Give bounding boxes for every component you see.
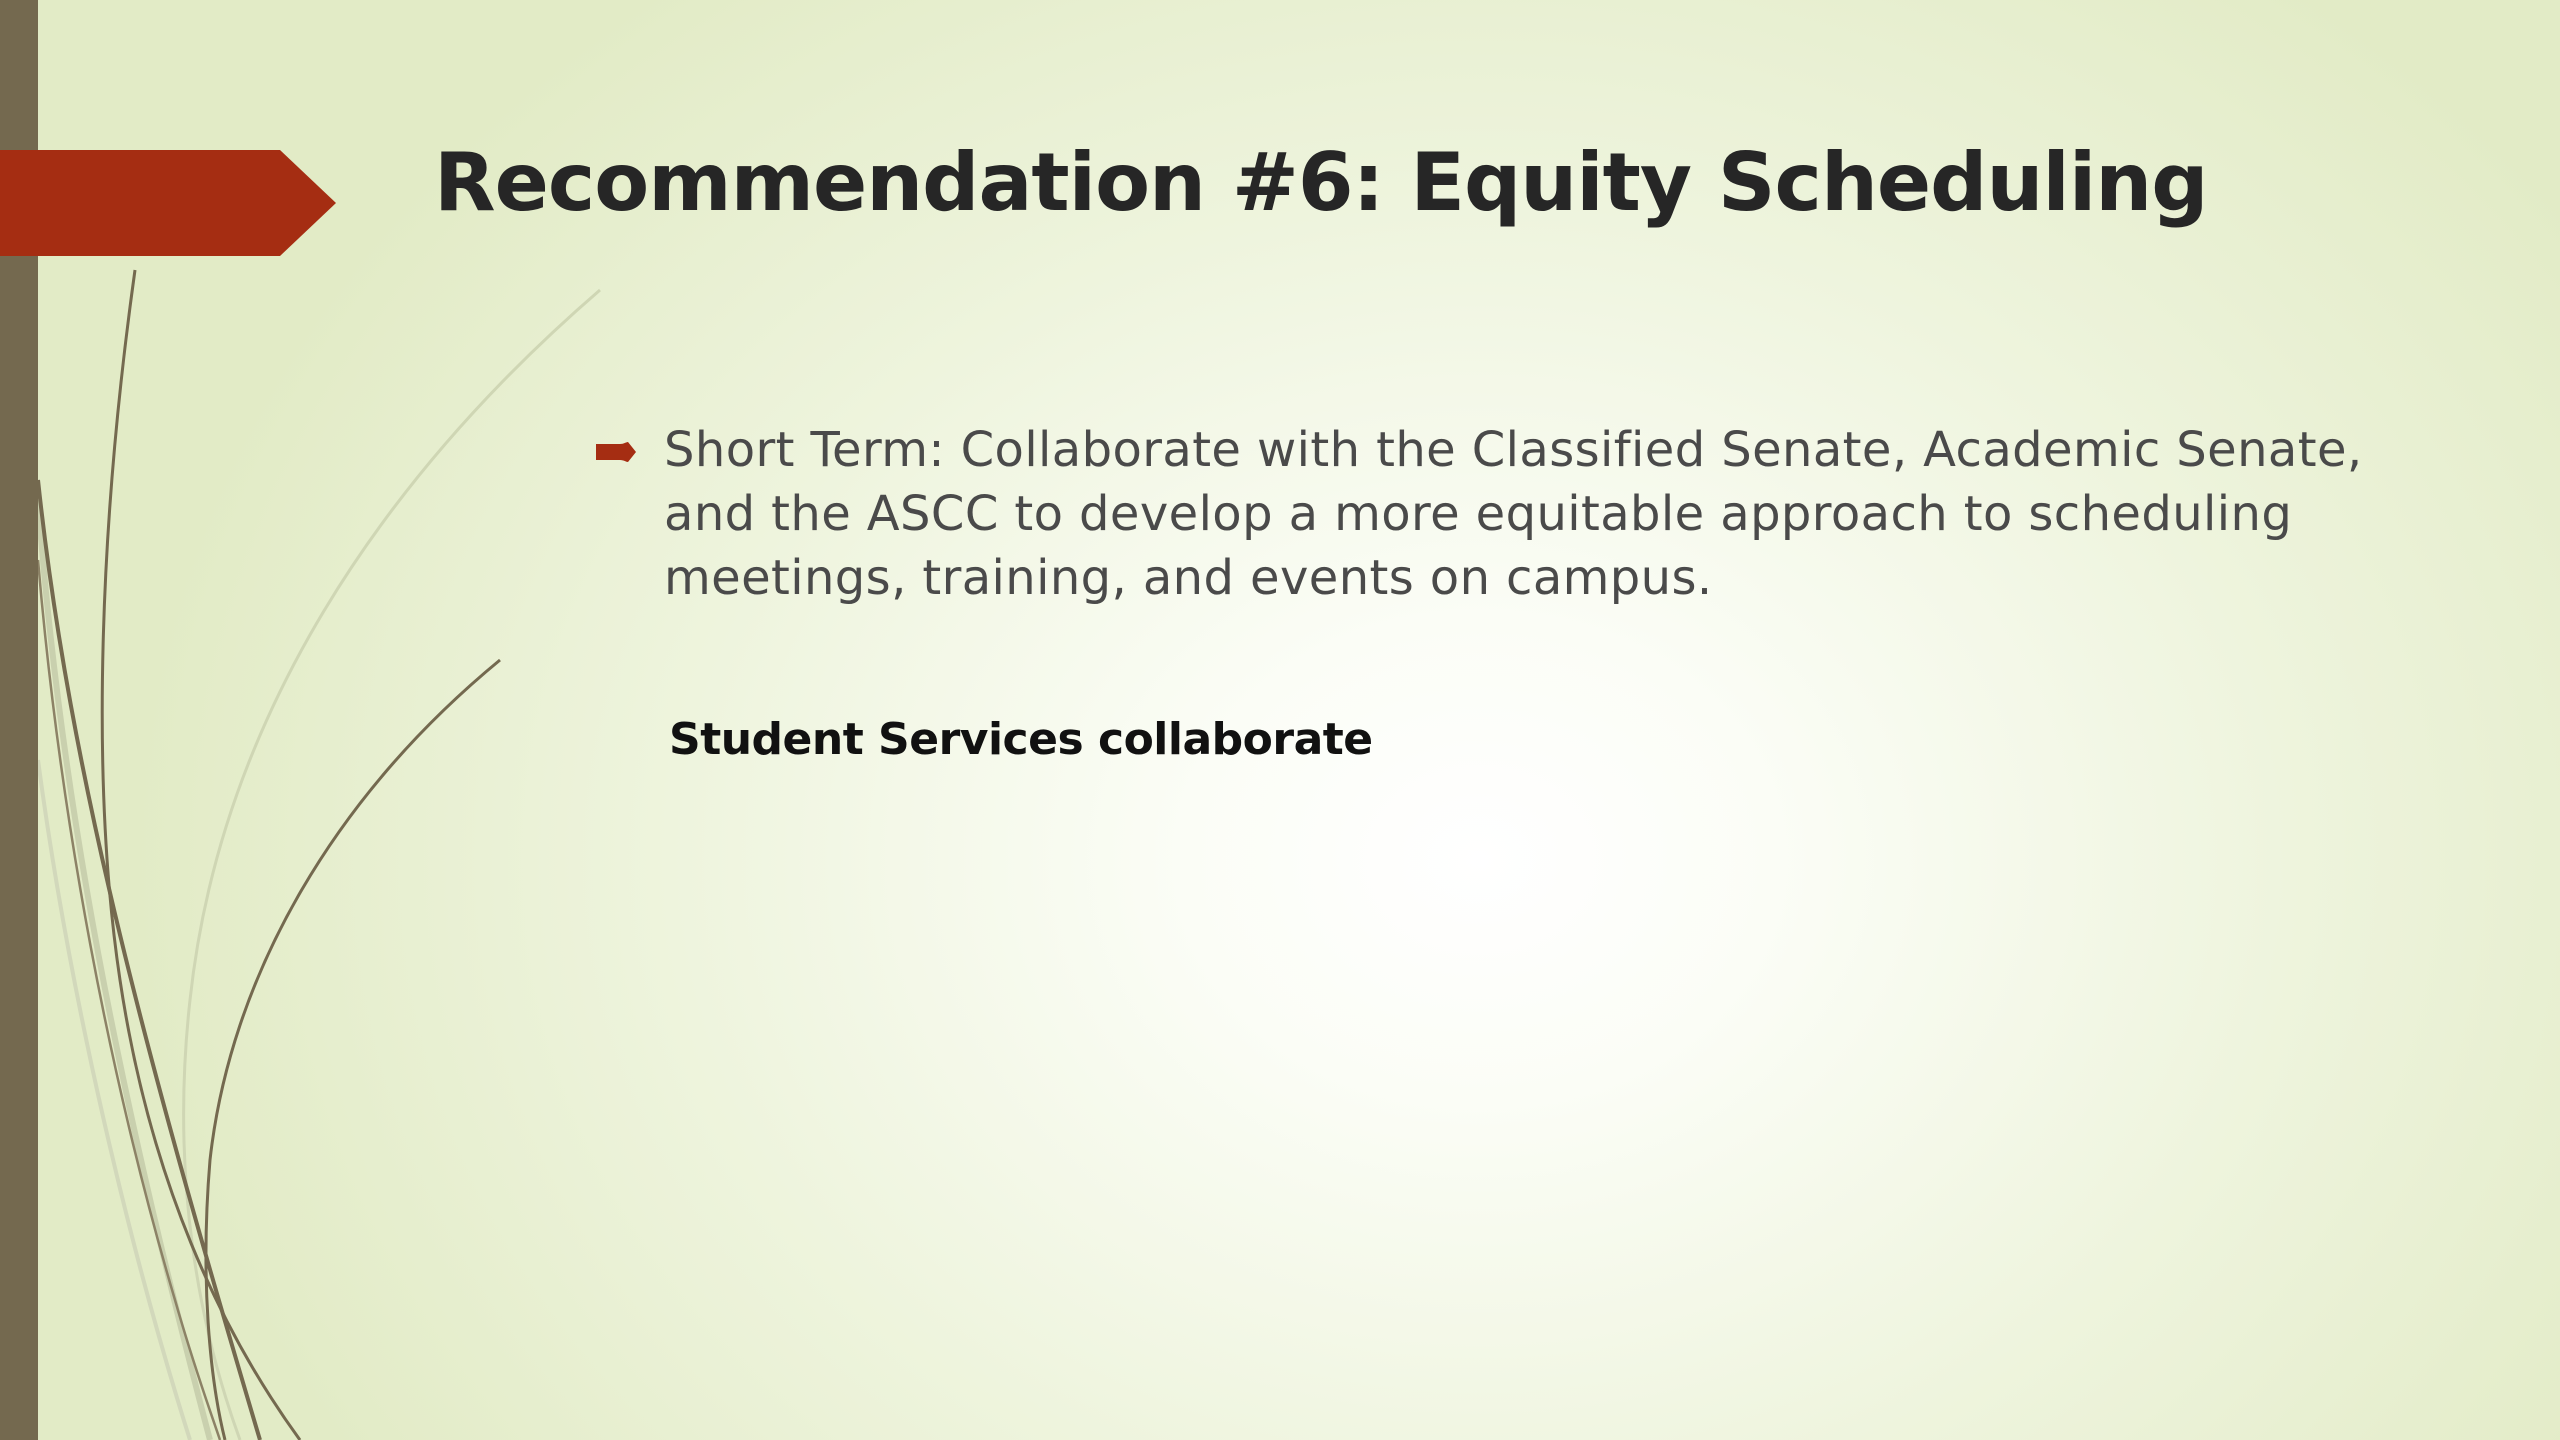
slide-subtext: Student Services collaborate: [669, 714, 1373, 765]
slide-title: Recommendation #6: Equity Scheduling: [434, 136, 2208, 229]
arrow-bullet-icon: [594, 438, 636, 466]
title-arrow-banner: [0, 150, 336, 256]
bullet-text: Short Term: Collaborate with the Classified Senate, Academic Senate, and the ASCC to develop a more equitable approach to scheduling meetings, training, and events on campus.: [664, 422, 2363, 606]
